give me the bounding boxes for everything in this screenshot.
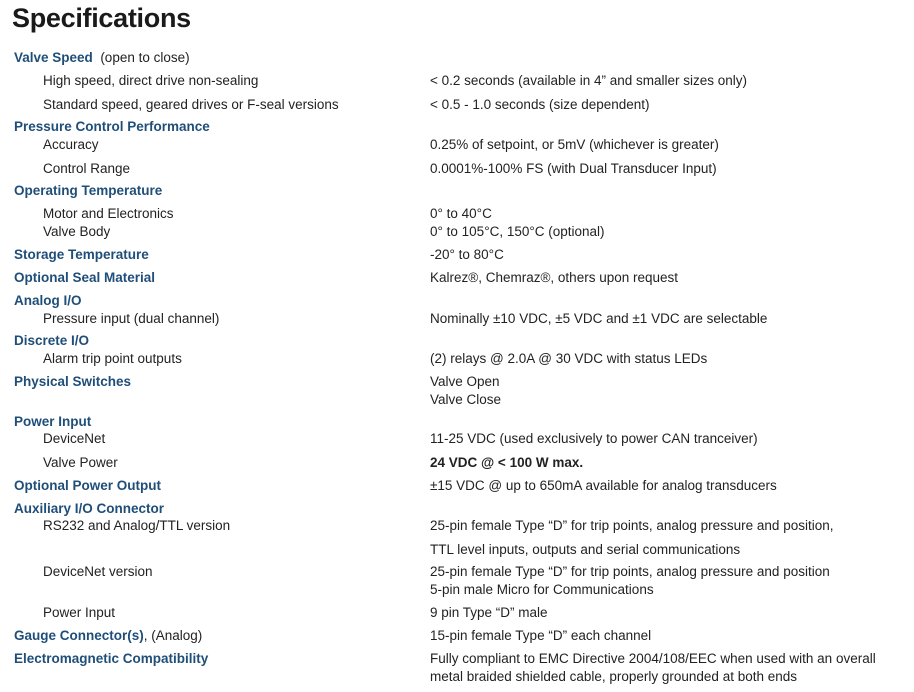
spec-value: TTL level inputs, outputs and serial communications bbox=[430, 542, 741, 557]
spec-label bbox=[43, 564, 153, 580]
label-text: Gauge Connector(s) bbox=[14, 628, 144, 643]
label-text: Electromagnetic Compatibility bbox=[14, 651, 209, 666]
spec-label bbox=[43, 311, 219, 327]
label-text: Motor and Electronics bbox=[43, 206, 174, 221]
section-heading bbox=[14, 50, 190, 66]
label-text: Pressure input (dual channel) bbox=[43, 311, 220, 326]
spec-label bbox=[43, 518, 230, 534]
section-heading bbox=[14, 119, 210, 135]
section-heading bbox=[14, 183, 162, 199]
spec-label bbox=[43, 455, 118, 471]
label-text: Valve Power bbox=[43, 455, 118, 470]
spec-value: (2) relays @ 2.0A @ 30 VDC with status LEDs bbox=[430, 351, 708, 366]
label-text: Standard speed, geared drives or F-seal versions bbox=[43, 97, 339, 112]
section-heading bbox=[14, 374, 131, 390]
section-heading bbox=[14, 293, 82, 309]
label-text: DeviceNet version bbox=[43, 564, 153, 579]
label-note: (open to close) bbox=[92, 50, 190, 65]
label-text: Discrete I/O bbox=[14, 333, 90, 348]
page-title: Specifications bbox=[12, 3, 191, 33]
label-text: Storage Temperature bbox=[14, 247, 149, 262]
spec-value: Kalrez®, Chemraz®, others upon request bbox=[430, 270, 679, 285]
label-text: RS232 and Analog/TTL version bbox=[43, 518, 231, 533]
label-text: Optional Seal Material bbox=[14, 270, 156, 285]
spec-value: 0.0001%-100% FS (with Dual Transducer Input) bbox=[430, 161, 717, 176]
section-heading bbox=[14, 333, 89, 349]
spec-value: ±15 VDC @ up to 650mA available for analog transducers bbox=[430, 478, 777, 493]
spec-value: 0° to 40°C bbox=[430, 206, 492, 221]
label-text: Analog I/O bbox=[14, 293, 82, 308]
section-heading bbox=[14, 628, 202, 644]
label-text: Valve Body bbox=[43, 224, 111, 239]
spec-label bbox=[43, 97, 339, 113]
label-text: Alarm trip point outputs bbox=[43, 351, 182, 366]
label-text: Physical Switches bbox=[14, 374, 132, 389]
label-text: Control Range bbox=[43, 161, 131, 176]
spec-value: 25-pin female Type “D” for trip points, analog pressure and position, bbox=[430, 518, 834, 533]
spec-value: 24 VDC @ < 100 W max. bbox=[430, 455, 584, 470]
label-text: Valve Speed bbox=[14, 50, 93, 65]
spec-value: 9 pin Type “D” male bbox=[430, 605, 548, 620]
label-text: Accuracy bbox=[43, 137, 99, 152]
spec-value: 5-pin male Micro for Communications bbox=[430, 582, 654, 597]
label-text: High speed, direct drive non-sealing bbox=[43, 73, 259, 88]
label-text: Power Input bbox=[43, 605, 116, 620]
spec-value: Valve Open bbox=[430, 374, 500, 389]
spec-value: 11-25 VDC (used exclusively to power CAN tranceiver) bbox=[430, 431, 758, 446]
spec-value: < 0.2 seconds (available in 4” and smaller sizes only) bbox=[430, 73, 748, 88]
label-text: DeviceNet bbox=[43, 431, 106, 446]
spec-value: 0.25% of setpoint, or 5mV (whichever is greater) bbox=[430, 137, 719, 152]
spec-label bbox=[43, 605, 115, 621]
spec-value: metal braided shielded cable, properly grounded at both ends bbox=[430, 669, 797, 684]
spec-value: 25-pin female Type “D” for trip points, analog pressure and position bbox=[430, 564, 830, 579]
spec-label bbox=[43, 224, 110, 240]
spec-value: 0° to 105°C, 150°C (optional) bbox=[430, 224, 605, 239]
spec-value: Nominally ±10 VDC, ±5 VDC and ±1 VDC are selectable bbox=[430, 311, 768, 326]
section-heading bbox=[14, 414, 91, 430]
label-text: Operating Temperature bbox=[14, 183, 163, 198]
spec-value: Valve Close bbox=[430, 392, 502, 407]
section-heading bbox=[14, 501, 164, 517]
section-heading bbox=[14, 478, 161, 494]
label-text: Optional Power Output bbox=[14, 478, 161, 493]
spec-label bbox=[43, 161, 130, 177]
spec-label bbox=[43, 351, 182, 367]
spec-value: Fully compliant to EMC Directive 2004/108/EEC when used with an overall bbox=[430, 651, 876, 666]
spec-value: < 0.5 - 1.0 seconds (size dependent) bbox=[430, 97, 650, 112]
spec-label bbox=[43, 431, 105, 447]
spec-label bbox=[43, 73, 258, 89]
label-text: Power Input bbox=[14, 414, 92, 429]
spec-label bbox=[43, 206, 174, 222]
label-text: Pressure Control Performance bbox=[14, 119, 210, 134]
section-heading bbox=[14, 270, 155, 286]
spec-label bbox=[43, 137, 99, 153]
section-heading bbox=[14, 247, 149, 263]
section-heading bbox=[14, 651, 208, 667]
spec-value: -20° to 80°C bbox=[430, 247, 504, 262]
spec-value: 15-pin female Type “D” each channel bbox=[430, 628, 652, 643]
label-note: , (Analog) bbox=[143, 628, 203, 643]
label-text: Auxiliary I/O Connector bbox=[14, 501, 165, 516]
